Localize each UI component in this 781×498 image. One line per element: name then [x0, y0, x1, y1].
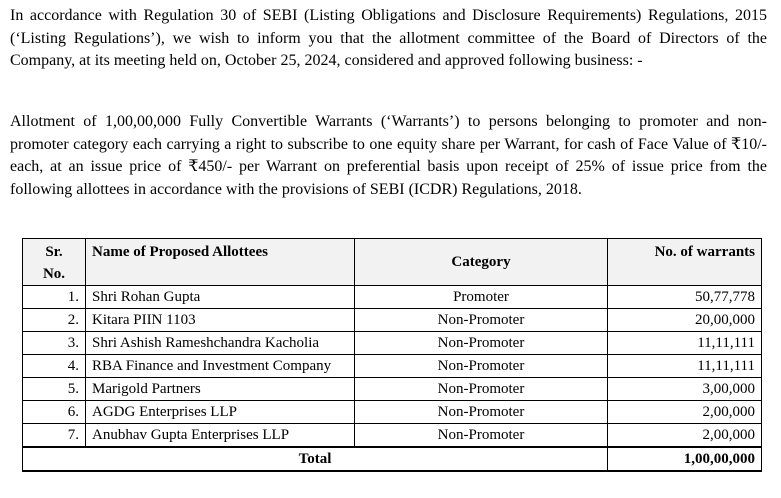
allotment-paragraph: Allotment of 1,00,00,000 Fully Convertible Warrants (‘Warrants’) to persons belonging to promoter and non-promoter category each carrying a right to subscribe to one equity share per Warrant, for cash of Face Value of ₹10/- each, at an issue price of ₹450/- per Warrant on preferential basis upon receipt of 25% of issue price from the following allottees in accordance with the provisions of SEBI (ICDR) Regulations, 2018.	[10, 113, 767, 198]
table-row	[23, 332, 762, 355]
row-sr: 1.	[23, 286, 86, 309]
row-sr: 4.	[23, 355, 86, 378]
header-warrants: No. of warrants	[608, 239, 762, 286]
table-total-row	[23, 447, 762, 471]
row-sr: 3.	[23, 332, 86, 355]
table-row	[23, 309, 762, 332]
table-row	[23, 355, 762, 378]
row-category: Promoter	[355, 286, 608, 309]
table-row	[23, 378, 762, 401]
header-sr-no	[23, 239, 86, 286]
total-value: 1,00,00,000	[608, 447, 762, 471]
row-sr: 6.	[23, 401, 86, 424]
row-name: RBA Finance and Investment Company	[86, 355, 355, 378]
row-sr: 2.	[23, 309, 86, 332]
row-warrants: 11,11,111	[608, 355, 762, 378]
row-category: Non-Promoter	[355, 424, 608, 448]
row-category: Non-Promoter	[355, 378, 608, 401]
row-category: Non-Promoter	[355, 309, 608, 332]
row-warrants: 2,00,000	[608, 401, 762, 424]
row-category: Non-Promoter	[355, 401, 608, 424]
table-header-row	[23, 239, 762, 286]
table-row	[23, 424, 762, 448]
row-warrants: 11,11,111	[608, 332, 762, 355]
table-row	[23, 286, 762, 309]
header-sr-line1: Sr.	[45, 244, 63, 260]
header-sr-line2: No.	[42, 266, 66, 282]
row-name: Shri Ashish Rameshchandra Kacholia	[86, 332, 355, 355]
intro-paragraph: In accordance with Regulation 30 of SEBI (Listing Obligations and Disclosure Requirements) Regulations, 2015 (‘Listing Regulations’), we wish to inform you that the allotment committee of the Board of Directors of the Company, at its meeting held on, October 25, 2024, considered and approved following business: -	[10, 7, 767, 69]
row-name: Shri Rohan Gupta	[86, 286, 355, 309]
row-name: AGDG Enterprises LLP	[86, 401, 355, 424]
row-warrants: 20,00,000	[608, 309, 762, 332]
row-category: Non-Promoter	[355, 332, 608, 355]
row-name: Anubhav Gupta Enterprises LLP	[86, 424, 355, 448]
allottees-table	[22, 238, 762, 472]
total-label: Total	[23, 447, 608, 471]
row-warrants: 3,00,000	[608, 378, 762, 401]
row-sr: 5.	[23, 378, 86, 401]
row-category: Non-Promoter	[355, 355, 608, 378]
row-warrants: 50,77,778	[608, 286, 762, 309]
table-row	[23, 401, 762, 424]
header-name: Name of Proposed Allottees	[86, 239, 355, 286]
header-category: Category	[355, 239, 608, 286]
row-sr: 7.	[23, 424, 86, 448]
row-warrants: 2,00,000	[608, 424, 762, 448]
row-name: Kitara PIIN 1103	[86, 309, 355, 332]
row-name: Marigold Partners	[86, 378, 355, 401]
